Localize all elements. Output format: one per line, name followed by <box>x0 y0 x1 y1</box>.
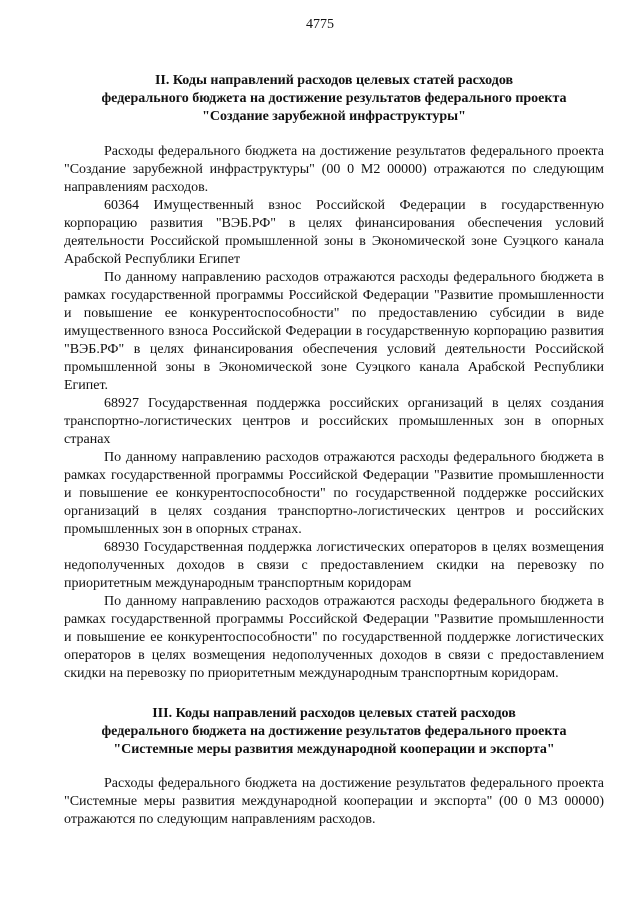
paragraph-intro: Расходы федерального бюджета на достижение результатов федерального проекта "Системные меры развития международной кооперации и экспорта" (00 0 M3 00000) отражаются по следующим направлениям расходов. <box>64 776 604 827</box>
heading-line: "Системные меры развития международной кооперации и экспорта" <box>113 742 555 757</box>
section-3-body <box>64 775 604 829</box>
heading-line: федерального бюджета на достижение результатов федерального проекта <box>101 91 567 106</box>
section-2-heading <box>64 72 604 126</box>
heading-line: III. Коды направлений расходов целевых статей расходов <box>152 706 516 721</box>
spacer <box>64 759 604 775</box>
section-2-body <box>64 143 604 683</box>
paragraph-code-68927: 68927 Государственная поддержка российских организаций в целях создания транспортно-логистических центров и российских промышленных зон в опорных странах <box>64 396 604 447</box>
paragraph-description: По данному направлению расходов отражаются расходы федерального бюджета в рамках государственной программы Российской Федерации "Развитие промышленности и повышение ее конкурентоспособности" по предоставлению субсидии в виде имущественного взноса Российской Федерации в государственную корпорацию развития "ВЭБ.РФ" в целях финансирования обеспечения условий деятельности Российской промышленной зоны в Экономической зоне Суэцкого канала Арабской Республики Египет. <box>64 270 604 393</box>
paragraph-description: По данному направлению расходов отражаются расходы федерального бюджета в рамках государственной программы Российской Федерации "Развитие промышленности и повышение ее конкурентоспособности" по государственной поддержке российских организаций в целях создания транспортно-логистических центров и российских промышленных зон в опорных странах. <box>64 450 604 537</box>
paragraph-code-60364: 60364 Имущественный взнос Российской Федерации в государственную корпорацию развития "ВЭБ.РФ" в целях финансирования обеспечения условий деятельности Российской промышленной зоны в Экономической зоне Суэцкого канала Арабской Республики Египет <box>64 198 604 267</box>
heading-line: II. Коды направлений расходов целевых статей расходов <box>154 73 514 88</box>
spacer <box>64 126 604 143</box>
paragraph-intro: Расходы федерального бюджета на достижение результатов федерального проекта "Создание зарубежной инфраструктуры" (00 0 M2 00000) отражаются по следующим направлениям расходов. <box>64 144 604 195</box>
paragraph-description: По данному направлению расходов отражаются расходы федерального бюджета в рамках государственной программы Российской Федерации "Развитие промышленности и повышение ее конкурентоспособности" по государственной поддержке логистических операторов в целях возмещения недополученных доходов в связи с предоставлением скидки на перевозку по приоритетным международным транспортным коридорам. <box>64 594 604 681</box>
paragraph-code-68930: 68930 Государственная поддержка логистических операторов в целях возмещения недополученных доходов в связи с предоставлением скидки на перевозку по приоритетным международным транспортным коридорам <box>64 540 604 591</box>
heading-line: федерального бюджета на достижение результатов федерального проекта <box>101 724 567 739</box>
page-content <box>64 72 604 829</box>
heading-line: "Создание зарубежной инфраструктуры" <box>202 109 466 124</box>
page-number: 4775 <box>306 17 334 32</box>
section-3-heading <box>64 705 604 759</box>
